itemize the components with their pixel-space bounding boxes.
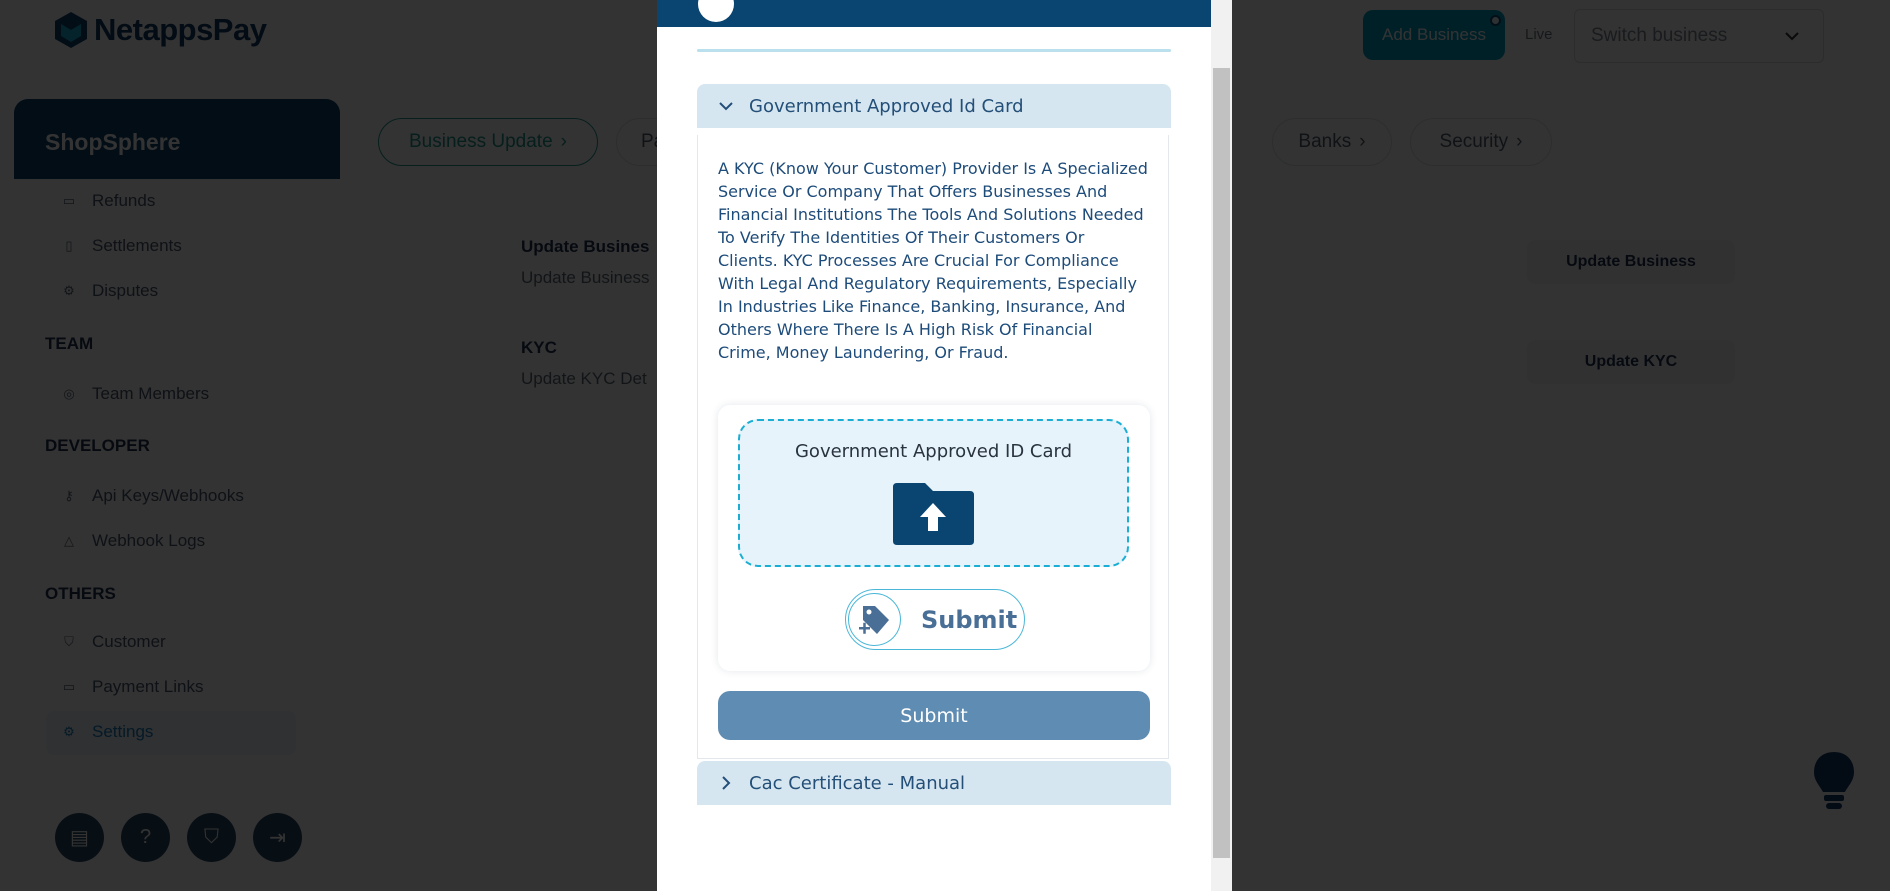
id-card-dropzone[interactable]: [738, 419, 1129, 567]
chevron-right-icon: [719, 776, 733, 790]
modal-header-icon: [698, 0, 734, 22]
kyc-modal: [657, 0, 1211, 891]
kyc-description: A KYC (Know Your Customer) Provider Is A Specialized Service Or Company That Offers Businesses And Financial Institutions The Tools And Solutions Needed To Verify The Identities Of Their Customers Or Clients. KYC Processes Are Crucial For Compliance With Legal And Regulatory Requirements, Especially In Industries Like Finance, Banking, Insurance, And Others Where There Is A High Risk Of Financial Crime, Money Laundering, Or Fraud.: [718, 159, 1148, 362]
tag-icon: [857, 602, 893, 638]
modal-header: [657, 0, 1211, 27]
tag-plus-icon: [848, 593, 901, 646]
accordion-government-id[interactable]: [697, 84, 1171, 128]
folder-upload-icon: [891, 479, 976, 547]
accordion-cac-certificate[interactable]: [697, 761, 1171, 805]
modal-divider: [697, 49, 1171, 52]
upload-submit-button[interactable]: [845, 589, 1025, 650]
modal-scrollbar-thumb[interactable]: [1213, 68, 1230, 858]
kyc-submit-button[interactable]: [718, 691, 1150, 740]
upload-submit-label: Submit: [921, 605, 1018, 634]
chevron-down-icon: [719, 99, 733, 113]
kyc-submit-label: Submit: [900, 704, 968, 727]
accordion-title: Cac Certificate - Manual: [749, 772, 966, 794]
accordion-title: Government Approved Id Card: [749, 95, 1024, 117]
upload-label: Government Approved ID Card: [794, 441, 1073, 462]
